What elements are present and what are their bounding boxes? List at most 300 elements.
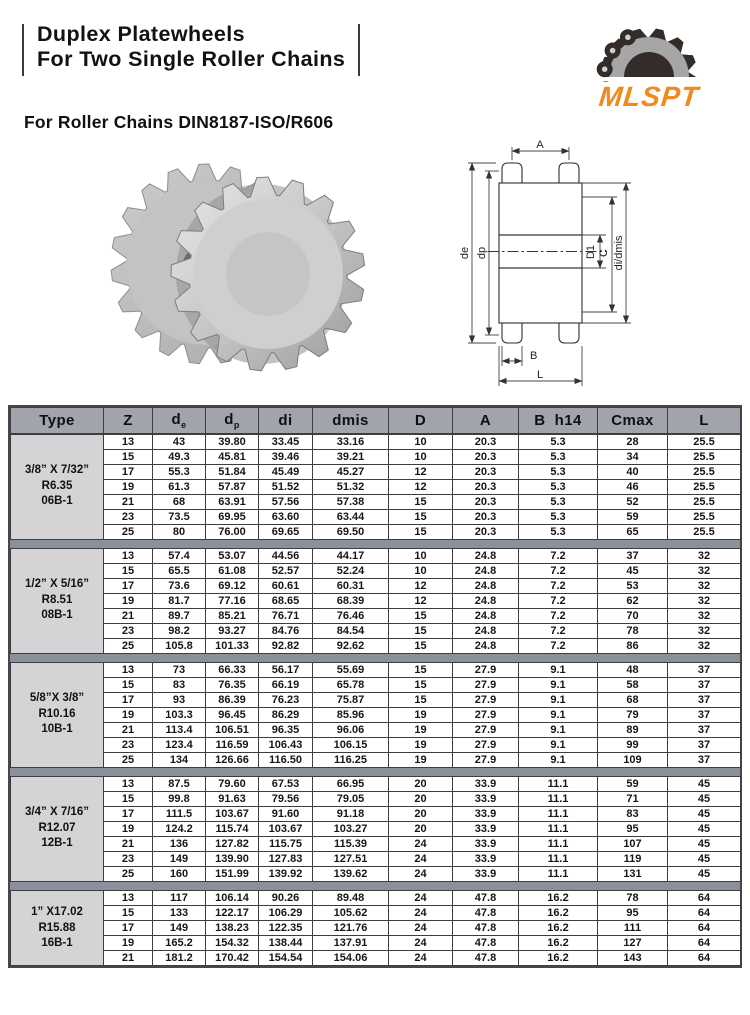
cell: 154.32	[206, 936, 259, 951]
cell: 19	[104, 708, 153, 723]
cell: 12	[389, 594, 453, 609]
cell: 20	[389, 807, 453, 822]
cell: 86.29	[259, 708, 313, 723]
column-header-label: A	[479, 412, 492, 429]
cell: 33.45	[259, 435, 313, 450]
cell: 5.3	[519, 450, 598, 465]
cell: 37	[668, 738, 741, 753]
type-cell-12B-1	[11, 777, 104, 882]
column-header-a	[453, 408, 519, 434]
cell: 122.35	[259, 921, 313, 936]
cell: 99.8	[153, 792, 206, 807]
cell: 65.78	[313, 678, 389, 693]
cell: 13	[104, 435, 153, 450]
cell: 24	[389, 951, 453, 966]
cell: 78	[598, 891, 668, 906]
cell: 33.9	[453, 822, 519, 837]
cell: 139.92	[259, 867, 313, 882]
cell: 69.95	[206, 510, 259, 525]
column-header-label: L	[699, 412, 709, 429]
cell: 45	[668, 822, 741, 837]
cell: 28	[598, 435, 668, 450]
cell: 11.1	[519, 837, 598, 852]
cell: 87.5	[153, 777, 206, 792]
cell: 11.1	[519, 822, 598, 837]
label-B: B	[530, 350, 538, 362]
column-header-di	[259, 408, 313, 434]
column-header-d	[389, 408, 453, 434]
cell: 25	[104, 639, 153, 654]
brand-name: MLSPT	[597, 81, 701, 112]
pitch-group	[11, 898, 103, 936]
cell: 19	[104, 936, 153, 951]
cell: 7.2	[519, 549, 598, 564]
cell: 20.3	[453, 465, 519, 480]
cell: 15	[104, 906, 153, 921]
cell: 121.76	[313, 921, 389, 936]
cell: 83	[598, 807, 668, 822]
cell: 20.3	[453, 525, 519, 540]
cell: 119	[598, 852, 668, 867]
cell: 61.3	[153, 480, 206, 495]
sprocket-photo	[110, 152, 368, 388]
cell: 48	[598, 663, 668, 678]
cell: 64	[668, 906, 741, 921]
cell: 99	[598, 738, 668, 753]
dimension-diagram	[430, 140, 740, 402]
cell: 149	[153, 921, 206, 936]
table-row	[11, 663, 741, 678]
cell: 115.39	[313, 837, 389, 852]
cell: 69.50	[313, 525, 389, 540]
cell: 32	[668, 594, 741, 609]
cell: 76.71	[259, 609, 313, 624]
cell: 52.57	[259, 564, 313, 579]
cell: 103.27	[313, 822, 389, 837]
cell: 7.2	[519, 594, 598, 609]
column-header-dp	[206, 408, 259, 434]
chain-number: 10B-1	[41, 722, 73, 735]
chain-number: 08B-1	[41, 608, 73, 621]
page-title	[24, 22, 358, 76]
pitch-radius: R8.51	[41, 594, 73, 606]
cell: 92.62	[313, 639, 389, 654]
cell: 61.08	[206, 564, 259, 579]
cell: 44.56	[259, 549, 313, 564]
pitch-size: 1/2” X 5/16”	[25, 578, 89, 591]
table-row	[11, 594, 741, 609]
cell: 45	[668, 792, 741, 807]
cell: 154.54	[259, 951, 313, 966]
cell: 127.82	[206, 837, 259, 852]
table-row	[11, 525, 741, 540]
cell: 89	[598, 723, 668, 738]
cell: 45	[668, 852, 741, 867]
cell: 111	[598, 921, 668, 936]
cell: 11.1	[519, 867, 598, 882]
cell: 16.2	[519, 921, 598, 936]
label-di-dmis: di/dmis	[613, 235, 625, 271]
cell: 109	[598, 753, 668, 768]
table-row	[11, 465, 741, 480]
spec-table-panel	[8, 405, 742, 968]
table-row	[11, 951, 741, 966]
cell: 45.27	[313, 465, 389, 480]
column-header-dmis	[313, 408, 389, 434]
cell: 11.1	[519, 807, 598, 822]
cell: 27.9	[453, 663, 519, 678]
title-line-1: Duplex Platewheels	[37, 22, 245, 46]
column-header-de	[153, 408, 206, 434]
cell: 21	[104, 837, 153, 852]
cell: 37	[668, 708, 741, 723]
cell: 86	[598, 639, 668, 654]
cell: 32	[668, 549, 741, 564]
cell: 9.1	[519, 738, 598, 753]
cell: 79.05	[313, 792, 389, 807]
cell: 68	[153, 495, 206, 510]
cell: 9.1	[519, 753, 598, 768]
cell: 78	[598, 624, 668, 639]
cell: 5.3	[519, 435, 598, 450]
cell: 20.3	[453, 480, 519, 495]
cell: 59	[598, 510, 668, 525]
cell: 47.8	[453, 951, 519, 966]
label-de: de	[459, 246, 471, 260]
table-row	[11, 450, 741, 465]
column-header-label: d	[224, 411, 234, 428]
cell: 16.2	[519, 951, 598, 966]
cell: 15	[389, 678, 453, 693]
cell: 24	[389, 891, 453, 906]
cell: 20.3	[453, 450, 519, 465]
type-label-group	[11, 454, 103, 519]
cell: 32	[668, 579, 741, 594]
cell: 37	[668, 663, 741, 678]
cell: 15	[104, 450, 153, 465]
cell: 40	[598, 465, 668, 480]
cell: 25.5	[668, 435, 741, 450]
tooth	[502, 163, 522, 183]
table-row	[11, 738, 741, 753]
tooth	[502, 323, 522, 343]
cell: 11.1	[519, 792, 598, 807]
cell: 25	[104, 525, 153, 540]
cell: 124.2	[153, 822, 206, 837]
cell: 24.8	[453, 609, 519, 624]
cell: 66.95	[313, 777, 389, 792]
cell: 33.9	[453, 852, 519, 867]
cell: 52.24	[313, 564, 389, 579]
cell: 76.46	[313, 609, 389, 624]
cell: 101.33	[206, 639, 259, 654]
cell: 23	[104, 624, 153, 639]
cell: 7.2	[519, 579, 598, 594]
cell: 15	[104, 792, 153, 807]
cell: 37	[668, 693, 741, 708]
cell: 63.91	[206, 495, 259, 510]
tooth	[559, 323, 579, 343]
cell: 111.5	[153, 807, 206, 822]
cell: 115.74	[206, 822, 259, 837]
cell: 63.44	[313, 510, 389, 525]
table-row	[11, 564, 741, 579]
cell: 10	[389, 450, 453, 465]
cell: 91.63	[206, 792, 259, 807]
chain-number: 16B-1	[41, 936, 73, 949]
cell: 57.56	[259, 495, 313, 510]
pitch-group	[11, 796, 103, 836]
cell: 10	[389, 549, 453, 564]
cell: 66.33	[206, 663, 259, 678]
table-row	[11, 624, 741, 639]
cell: 96.35	[259, 723, 313, 738]
cell: 16.2	[519, 906, 598, 921]
cell: 27.9	[453, 738, 519, 753]
cell: 27.9	[453, 693, 519, 708]
label-L: L	[536, 369, 544, 381]
lower-hub-section	[499, 268, 582, 323]
pitch-size: 3/4” X 7/16”	[25, 806, 89, 819]
cell: 25.5	[668, 465, 741, 480]
table-row	[11, 708, 741, 723]
column-header-label: di	[278, 412, 293, 429]
cell: 12	[389, 579, 453, 594]
cell: 73.5	[153, 510, 206, 525]
cell: 127.83	[259, 852, 313, 867]
cell: 24	[389, 936, 453, 951]
cell: 95	[598, 906, 668, 921]
cell: 49.3	[153, 450, 206, 465]
cell: 24	[389, 921, 453, 936]
table-row	[11, 678, 741, 693]
cell: 67.53	[259, 777, 313, 792]
cell: 91.60	[259, 807, 313, 822]
cell: 39.21	[313, 450, 389, 465]
table-row	[11, 510, 741, 525]
cell: 107	[598, 837, 668, 852]
cell: 45	[668, 777, 741, 792]
cell: 160	[153, 867, 206, 882]
cell: 25	[104, 753, 153, 768]
cell: 23	[104, 738, 153, 753]
cell: 5.3	[519, 510, 598, 525]
cell: 106.29	[259, 906, 313, 921]
table-row	[11, 936, 741, 951]
cell: 27.9	[453, 753, 519, 768]
cell: 84.76	[259, 624, 313, 639]
column-header-label: Cmax	[611, 412, 654, 429]
cell: 127	[598, 936, 668, 951]
cell: 33.9	[453, 807, 519, 822]
cell: 21	[104, 609, 153, 624]
cell: 39.80	[206, 435, 259, 450]
cell: 51.84	[206, 465, 259, 480]
column-header-cmax	[598, 408, 668, 434]
cell: 64	[668, 936, 741, 951]
cell: 39.46	[259, 450, 313, 465]
cell: 103.67	[206, 807, 259, 822]
cell: 20.3	[453, 510, 519, 525]
cell: 77.16	[206, 594, 259, 609]
section-subtitle: For Roller Chains DIN8187-ISO/R606	[24, 112, 334, 132]
cell: 106.14	[206, 891, 259, 906]
cell: 17	[104, 465, 153, 480]
column-header-type	[11, 408, 104, 434]
cell: 55.3	[153, 465, 206, 480]
cell: 138.23	[206, 921, 259, 936]
column-header-label: dmis	[332, 412, 369, 429]
cell: 12	[389, 480, 453, 495]
cell: 105.8	[153, 639, 206, 654]
chain-number: 12B-1	[41, 836, 73, 849]
cell: 89.48	[313, 891, 389, 906]
table-row	[11, 867, 741, 882]
chain-number: 06B-1	[41, 494, 73, 507]
type-label-group	[11, 898, 103, 957]
cell: 13	[104, 891, 153, 906]
cell: 47.8	[453, 921, 519, 936]
column-header-label: d	[171, 411, 182, 428]
spec-block-16B-1	[10, 890, 741, 966]
cell: 51.32	[313, 480, 389, 495]
chain-link-pin	[602, 66, 608, 72]
cell: 19	[389, 708, 453, 723]
cell: 53.07	[206, 549, 259, 564]
cell: 63.60	[259, 510, 313, 525]
cell: 20	[389, 822, 453, 837]
pitch-group	[11, 568, 103, 608]
cell: 92.82	[259, 639, 313, 654]
cell: 33.9	[453, 792, 519, 807]
cell: 103.3	[153, 708, 206, 723]
cell: 57.38	[313, 495, 389, 510]
cell: 69.12	[206, 579, 259, 594]
cell: 139.90	[206, 852, 259, 867]
cell: 32	[668, 564, 741, 579]
cell: 89.7	[153, 609, 206, 624]
cell: 34	[598, 450, 668, 465]
table-row	[11, 723, 741, 738]
chain-link-pin	[610, 48, 616, 54]
cell: 76.00	[206, 525, 259, 540]
cell: 24	[389, 906, 453, 921]
spec-block-12B-1	[10, 776, 741, 882]
type-label-group	[11, 796, 103, 861]
tooth	[559, 163, 579, 183]
cell: 24.8	[453, 564, 519, 579]
label-C: C	[598, 249, 610, 257]
cell: 13	[104, 549, 153, 564]
cell: 45	[668, 837, 741, 852]
cell: 45	[668, 807, 741, 822]
cell: 17	[104, 579, 153, 594]
cell: 43	[153, 435, 206, 450]
cell: 79	[598, 708, 668, 723]
cell: 9.1	[519, 693, 598, 708]
type-cell-08B-1	[11, 549, 104, 654]
sprocket-logo-icon	[585, 20, 713, 82]
cell: 15	[104, 564, 153, 579]
cell: 15	[389, 609, 453, 624]
cell: 15	[389, 624, 453, 639]
cell: 68	[598, 693, 668, 708]
cell: 93.27	[206, 624, 259, 639]
cell: 59	[598, 777, 668, 792]
cell: 64	[668, 891, 741, 906]
cell: 25.5	[668, 450, 741, 465]
cell: 123.4	[153, 738, 206, 753]
cell: 47.8	[453, 906, 519, 921]
table-row	[11, 822, 741, 837]
cell: 25.5	[668, 480, 741, 495]
cell: 151.99	[206, 867, 259, 882]
spec-block-08B-1	[10, 548, 741, 654]
cell: 116.50	[259, 753, 313, 768]
cell: 127.51	[313, 852, 389, 867]
table-row	[11, 609, 741, 624]
cell: 24.8	[453, 639, 519, 654]
pitch-group	[11, 682, 103, 722]
cell: 106.51	[206, 723, 259, 738]
pitch-size: 5/8”X 3/8”	[29, 692, 85, 705]
table-row	[11, 579, 741, 594]
cell: 24	[389, 867, 453, 882]
table-row	[11, 792, 741, 807]
cell: 45	[598, 564, 668, 579]
cell: 20	[389, 792, 453, 807]
cell: 24.8	[453, 579, 519, 594]
table-row	[11, 549, 741, 564]
table-row	[11, 906, 741, 921]
cell: 15	[389, 639, 453, 654]
pitch-group	[11, 454, 103, 494]
cell: 27.9	[453, 708, 519, 723]
cell: 24.8	[453, 594, 519, 609]
cell: 17	[104, 921, 153, 936]
cell: 44.17	[313, 549, 389, 564]
cell: 55.69	[313, 663, 389, 678]
title-line-2: For Two Single Roller Chains	[37, 46, 346, 71]
cell: 64	[668, 921, 741, 936]
spec-block-06B-1	[10, 434, 741, 540]
cell: 56.17	[259, 663, 313, 678]
cell: 52	[598, 495, 668, 510]
spec-table-header	[10, 407, 741, 434]
type-label-group	[11, 682, 103, 747]
column-header-b-h14	[519, 408, 598, 434]
cell: 116.25	[313, 753, 389, 768]
cell: 20.3	[453, 495, 519, 510]
type-label-group	[11, 568, 103, 633]
cell: 91.18	[313, 807, 389, 822]
cell: 23	[104, 852, 153, 867]
cell: 122.17	[206, 906, 259, 921]
cell: 76.35	[206, 678, 259, 693]
cell: 45	[668, 867, 741, 882]
cell: 79.56	[259, 792, 313, 807]
cell: 9.1	[519, 723, 598, 738]
cell: 21	[104, 495, 153, 510]
cell: 70	[598, 609, 668, 624]
table-row	[11, 777, 741, 792]
cell: 12	[389, 465, 453, 480]
cell: 20.3	[453, 435, 519, 450]
cell: 24	[389, 837, 453, 852]
cell: 106.43	[259, 738, 313, 753]
cell: 15	[104, 678, 153, 693]
cell: 5.3	[519, 495, 598, 510]
